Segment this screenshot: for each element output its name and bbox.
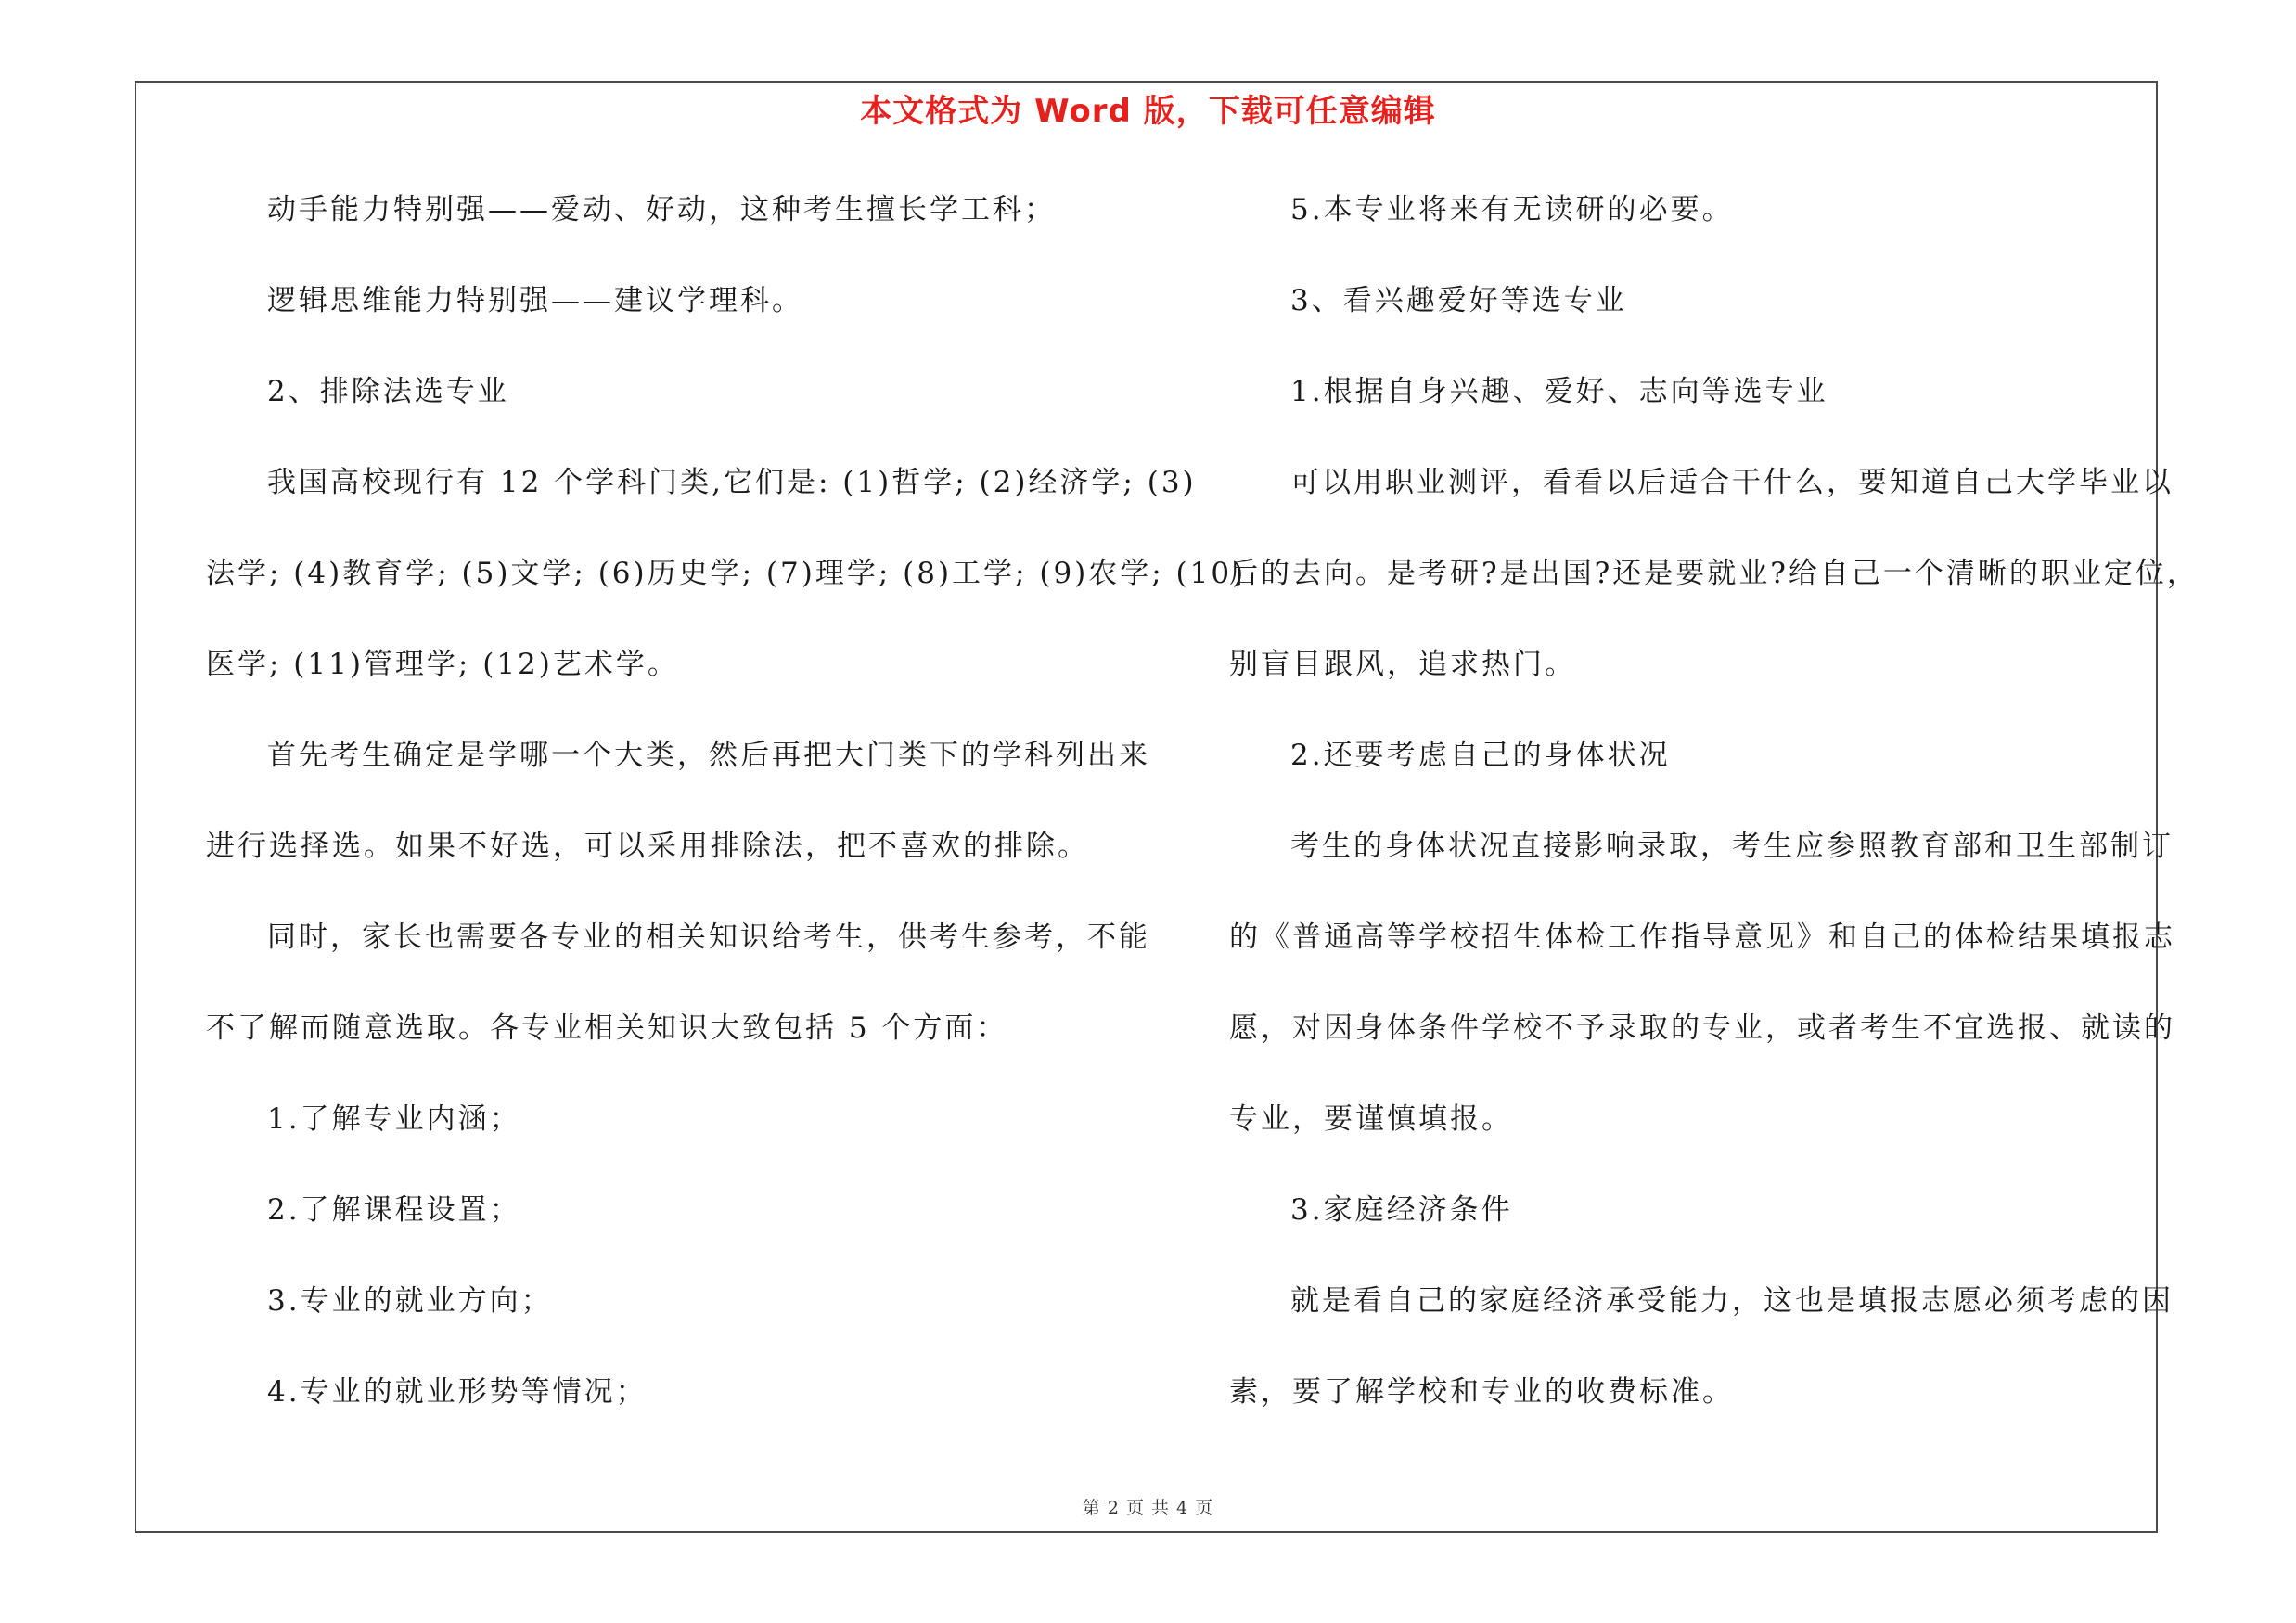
list-item: 1.根据自身兴趣、爱好、志向等选专业 bbox=[1290, 375, 1828, 408]
paragraph-line: 的《普通高等学校招生体检工作指导意见》和自己的体检结果填报志 bbox=[1229, 921, 2175, 954]
paragraph-line: 同时，家长也需要各专业的相关知识给考生，供考生参考，不能 bbox=[267, 921, 1150, 954]
paragraph-line: 就是看自己的家庭经济承受能力，这也是填报志愿必须考虑的因 bbox=[1290, 1284, 2174, 1318]
list-item: 1.了解专业内涵； bbox=[267, 1102, 521, 1136]
page-number-footer: 第 2 页 共 4 页 bbox=[1082, 1498, 1214, 1518]
list-item: 2.了解课程设置； bbox=[267, 1193, 521, 1227]
list-item: 2.还要考虑自己的身体状况 bbox=[1290, 739, 1671, 772]
paragraph-line: 专业，要谨慎填报。 bbox=[1229, 1102, 1513, 1136]
paragraph-line: 素，要了解学校和专业的收费标准。 bbox=[1229, 1375, 1734, 1409]
paragraph-line: 我国高校现行有 12 个学科门类,它们是: (1)哲学; (2)经济学; (3) bbox=[267, 466, 1197, 499]
format-notice-banner: 本文格式为 Word 版，下载可任意编辑 bbox=[860, 93, 1436, 130]
paragraph-line: 首先考生确定是学哪一个大类，然后再把大门类下的学科列出来 bbox=[267, 739, 1150, 772]
list-item: 5.本专业将来有无读研的必要。 bbox=[1290, 193, 1734, 226]
section-heading: 3、看兴趣爱好等选专业 bbox=[1290, 284, 1627, 317]
paragraph-line: 别盲目跟风，追求热门。 bbox=[1229, 648, 1576, 681]
paragraph-line: 进行选择选。如果不好选，可以采用排除法，把不喜欢的排除。 bbox=[206, 830, 1089, 863]
paragraph-line: 动手能力特别强——爱动、好动，这种考生擅长学工科； bbox=[267, 193, 1056, 226]
paragraph-line: 后的去向。是考研?是出国?还是要就业?给自己一个清晰的职业定位， bbox=[1229, 557, 2199, 590]
paragraph-line: 不了解而随意选取。各专业相关知识大致包括 5 个方面： bbox=[206, 1011, 1008, 1045]
paragraph-line: 可以用职业测评，看看以后适合干什么，要知道自己大学毕业以 bbox=[1290, 466, 2174, 499]
list-item: 3.家庭经济条件 bbox=[1290, 1193, 1513, 1227]
paragraph-line: 愿，对因身体条件学校不予录取的专业，或者考生不宜选报、就读的 bbox=[1229, 1011, 2175, 1045]
list-item: 3.专业的就业方向； bbox=[267, 1284, 553, 1318]
paragraph-line: 逻辑思维能力特别强——建议学理科。 bbox=[267, 284, 803, 317]
paragraph-line: 法学; (4)教育学; (5)文学; (6)历史学; (7)理学; (8)工学; (9)农学; (10) bbox=[206, 557, 1247, 590]
paragraph-line: 考生的身体状况直接影响录取，考生应参照教育部和卫生部制订 bbox=[1290, 830, 2174, 863]
list-item: 4.专业的就业形势等情况； bbox=[267, 1375, 648, 1409]
paragraph-line: 医学; (11)管理学; (12)艺术学。 bbox=[206, 648, 679, 681]
section-heading: 2、排除法选专业 bbox=[267, 375, 509, 408]
